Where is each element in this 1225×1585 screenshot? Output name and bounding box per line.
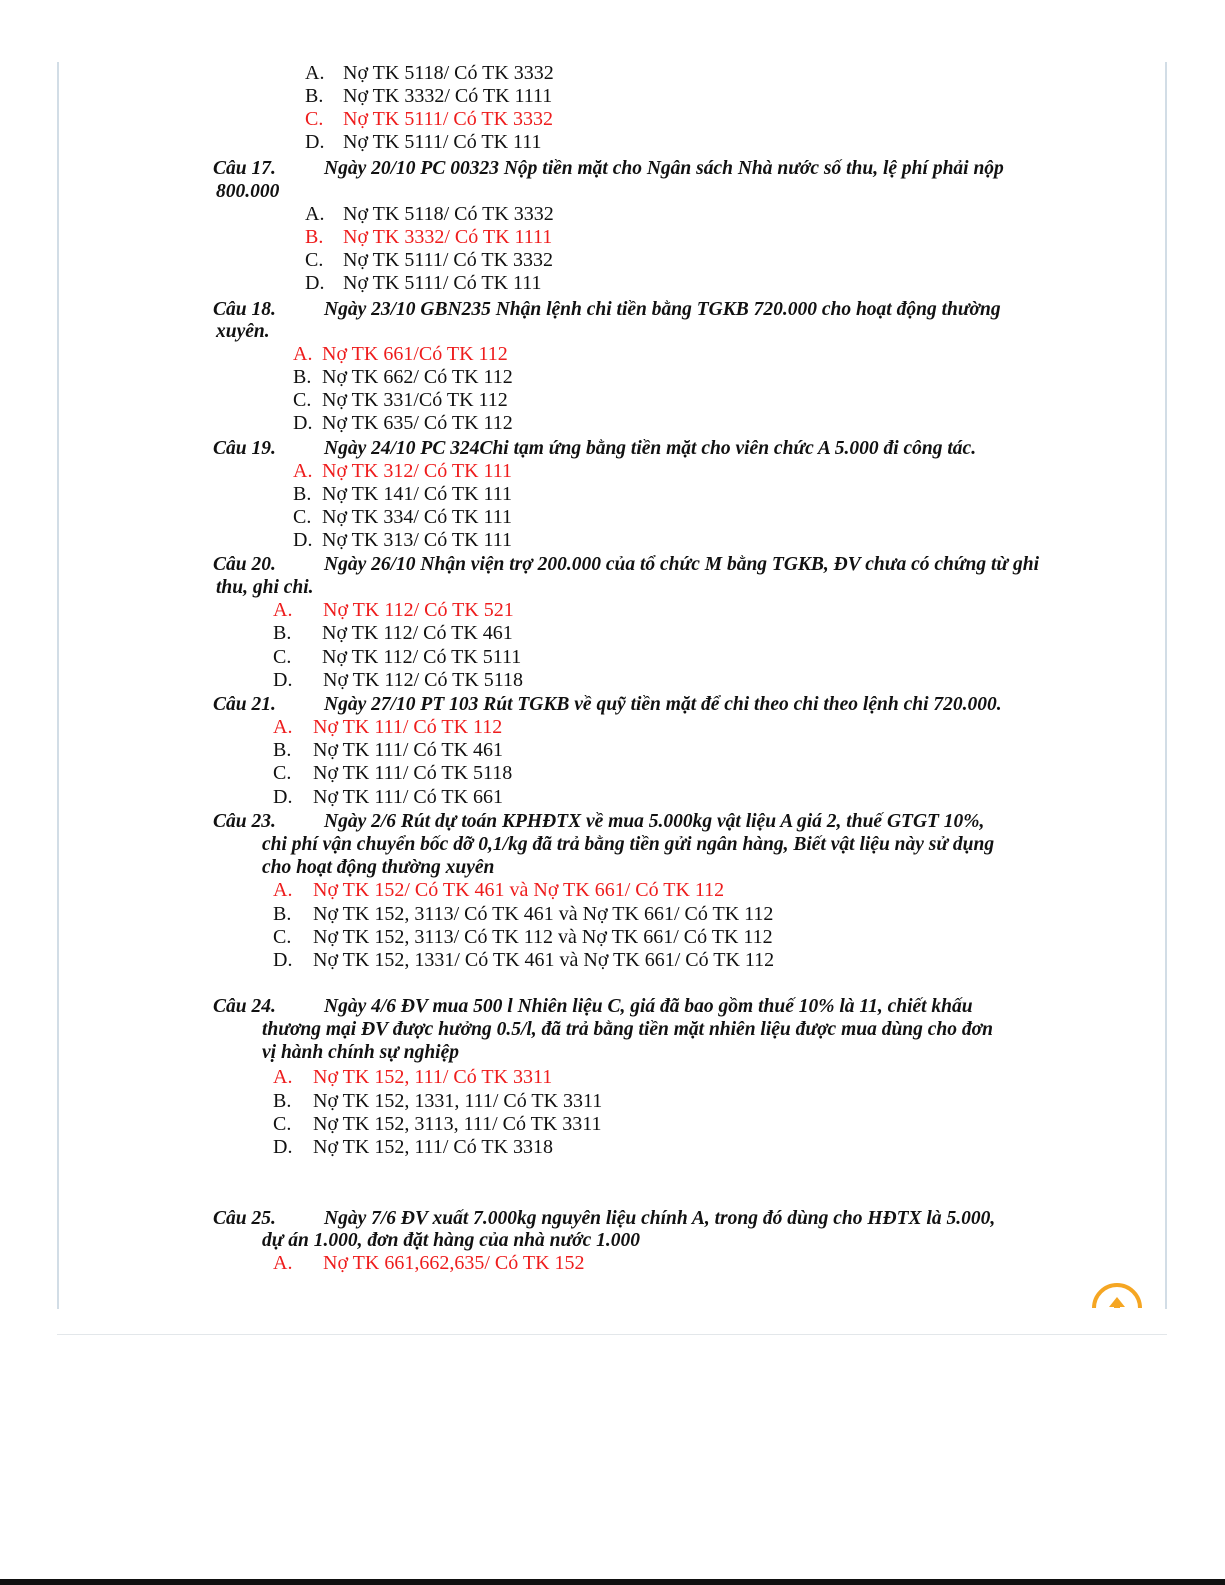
option-correct: A. Nợ TK 152/ Có TK 461 và Nợ TK 661/ Có TK 112 [273,879,725,901]
question-text-cont: 800.000 [216,181,280,202]
question-title: Câu 18. Ngày 23/10 GBN235 Nhận lệnh chi tiền bằng TGKB 720.000 cho hoạt động thường [213,299,1001,320]
option-correct: A. Nợ TK 312/ Có TK 111 [293,460,513,482]
question-title: Câu 23. Ngày 2/6 Rút dự toán KPHĐTX về mua 5.000kg vật liệu A giá 2, thuế GTGT 10%, [213,811,985,832]
question-title: Câu 20. Ngày 26/10 Nhận viện trợ 200.000 của tổ chức M bằng TGKB, ĐV chưa có chứng từ ghi [213,554,1040,575]
option: B. Nợ TK 152, 3113/ Có TK 461 và Nợ TK 661/ Có TK 112 [273,903,774,925]
question-title: Câu 24. Ngày 4/6 ĐV mua 500 l Nhiên liệu C, giá đã bao gồm thuế 10% là 11, chiết khấu [213,996,973,1017]
option-correct: A. Nợ TK 661,662,635/ Có TK 152 [273,1252,585,1274]
question-title: Câu 25. Ngày 7/6 ĐV xuất 7.000kg nguyên liệu chính A, trong đó dùng cho HĐTX là 5.000, [213,1208,996,1229]
option: D. Nợ TK 5111/ Có TK 111 [305,272,542,294]
option: C. Nợ TK 111/ Có TK 5118 [273,762,513,784]
question-text-cont: chi phí vận chuyển bốc dỡ 0,1/kg đã trả bằng tiền gửi ngân hàng, Biết vật liệu này sử dụng [262,834,995,855]
question-text-cont: vị hành chính sự nghiệp [262,1042,459,1063]
option: A. Nợ TK 5118/ Có TK 3332 [305,62,554,84]
option: C. Nợ TK 5111/ Có TK 3332 [305,249,554,271]
option: D. Nợ TK 152, 1331/ Có TK 461 và Nợ TK 661/ Có TK 112 [273,949,775,971]
option: A. Nợ TK 5118/ Có TK 3332 [305,203,554,225]
option: B. Nợ TK 3332/ Có TK 1111 [305,85,553,107]
option: D. Nợ TK 5111/ Có TK 111 [305,131,542,153]
bottom-bar [0,1579,1225,1585]
option: B. Nợ TK 111/ Có TK 461 [273,739,504,761]
option: D. Nợ TK 635/ Có TK 112 [293,412,513,434]
option-correct: A. Nợ TK 661/Có TK 112 [293,343,508,365]
option: B. Nợ TK 662/ Có TK 112 [293,366,513,388]
option-correct: A. Nợ TK 112/ Có TK 521 [273,599,514,621]
option-correct: A. Nợ TK 152, 111/ Có TK 3311 [273,1066,553,1088]
scroll-to-top-button[interactable] [1092,1283,1142,1308]
arrow-up-icon [1105,1293,1129,1308]
option: D. Nợ TK 111/ Có TK 661 [273,786,504,808]
option-correct: A. Nợ TK 111/ Có TK 112 [273,716,503,738]
question-text-cont: xuyên. [216,321,270,342]
question-text-cont: dự án 1.000, đơn đặt hàng của nhà nước 1.000 [262,1230,641,1251]
question-title: Câu 21. Ngày 27/10 PT 103 Rút TGKB về quỹ tiền mặt để chi theo chi theo lệnh chi 720.000. [213,694,1002,715]
option: C. Nợ TK 112/ Có TK 5111 [273,646,522,668]
option: D. Nợ TK 152, 111/ Có TK 3318 [273,1136,554,1158]
option: C. Nợ TK 152, 3113, 111/ Có TK 3311 [273,1113,602,1135]
page-divider [57,1334,1167,1335]
question-title: Câu 19. Ngày 24/10 PC 324Chi tạm ứng bằng tiền mặt cho viên chức A 5.000 đi công tác. [213,438,977,459]
option: D. Nợ TK 313/ Có TK 111 [293,529,513,551]
option: B. Nợ TK 152, 1331, 111/ Có TK 3311 [273,1090,603,1112]
option: B. Nợ TK 141/ Có TK 111 [293,483,513,505]
question-text-cont: thương mại ĐV được hưởng 0.5/l, đã trả bằng tiền mặt nhiên liệu được mua dùng cho đơn [262,1019,993,1040]
option-correct: B. Nợ TK 3332/ Có TK 1111 [305,226,553,248]
question-text-cont: cho hoạt động thường xuyên [262,857,495,878]
option: C. Nợ TK 334/ Có TK 111 [293,506,513,528]
option: C. Nợ TK 331/Có TK 112 [293,389,508,411]
option: B. Nợ TK 112/ Có TK 461 [273,622,513,644]
question-text-cont: thu, ghi chi. [216,577,314,598]
option-correct: C. Nợ TK 5111/ Có TK 3332 [305,108,554,130]
option: C. Nợ TK 152, 3113/ Có TK 112 và Nợ TK 661/ Có TK 112 [273,926,773,948]
question-title: Câu 17. Ngày 20/10 PC 00323 Nộp tiền mặt cho Ngân sách Nhà nước số thu, lệ phí phải nộp [213,158,1004,179]
option: D. Nợ TK 112/ Có TK 5118 [273,669,524,691]
